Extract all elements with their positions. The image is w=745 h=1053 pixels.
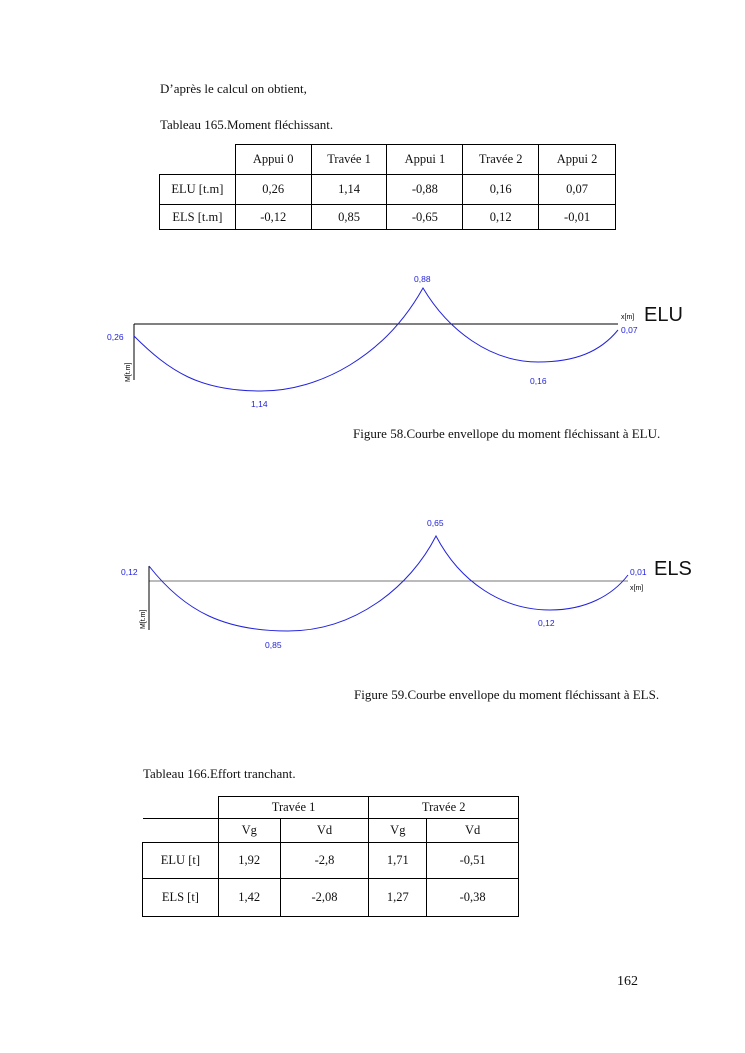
els-moment-diagram — [0, 512, 745, 662]
shear-table — [142, 796, 519, 917]
column-header: Travée 2 — [463, 145, 539, 175]
row-label: ELU [t.m] — [160, 175, 236, 205]
table-cell: -0,01 — [539, 205, 616, 230]
fig58-caption: Figure 58.Courbe envellope du moment fléchissant à ELU. — [353, 426, 661, 441]
table-row — [160, 205, 616, 230]
sub-header: Vd — [280, 819, 369, 843]
table-cell: -2,8 — [280, 843, 369, 879]
els-label-a2: 0,01 — [630, 567, 647, 577]
els-label-t1: 0,85 — [265, 640, 282, 650]
table-cell: -2,08 — [280, 879, 369, 917]
moment-table — [159, 144, 616, 230]
shear-table-group-row — [143, 797, 519, 819]
table-cell: 1,92 — [218, 843, 280, 879]
table166-caption: Tableau 166.Effort tranchant. — [143, 766, 296, 781]
table-cell: 0,12 — [463, 205, 539, 230]
page-number: 162 — [617, 974, 638, 989]
sub-header: Vg — [218, 819, 280, 843]
elu-x-axis-label: x[m] — [621, 314, 635, 321]
table-cell: -0,65 — [387, 205, 463, 230]
table-cell: 0,85 — [311, 205, 387, 230]
row-label: ELU [t] — [143, 843, 219, 879]
els-x-axis-label: x[m] — [630, 585, 644, 592]
table165-caption: Tableau 165.Moment fléchissant. — [160, 117, 334, 132]
column-header: Appui 0 — [235, 145, 311, 175]
column-header: Appui 1 — [387, 145, 463, 175]
els-label-t2: 0,12 — [538, 618, 555, 628]
elu-label-t2: 0,16 — [530, 376, 547, 386]
table-cell: -0,51 — [427, 843, 519, 879]
elu-label-a2: 0,07 — [621, 325, 638, 335]
row-label: ELS [t] — [143, 879, 219, 917]
group-header: Travée 2 — [369, 797, 519, 819]
els-y-axis-label: M[t.m] — [140, 609, 147, 629]
table-row — [160, 175, 616, 205]
intro-text: D’après le calcul on obtient, — [160, 81, 307, 96]
sub-header: Vd — [427, 819, 519, 843]
table-corner — [143, 797, 219, 819]
table-cell: -0,38 — [427, 879, 519, 917]
shear-table-sub-row — [143, 819, 519, 843]
elu-y-axis-label: M[t.m] — [125, 362, 132, 382]
row-label: ELS [t.m] — [160, 205, 236, 230]
table-cell: 1,27 — [369, 879, 427, 917]
table-corner — [160, 145, 236, 175]
elu-label-t1: 1,14 — [251, 399, 268, 409]
elu-side-label: ELU — [644, 304, 683, 326]
group-header: Travée 1 — [218, 797, 369, 819]
column-header: Appui 2 — [539, 145, 616, 175]
els-side-label: ELS — [654, 558, 692, 580]
column-header: Travée 1 — [311, 145, 387, 175]
table-cell: 0,16 — [463, 175, 539, 205]
els-label-a1: 0,65 — [427, 518, 444, 528]
sub-header: Vg — [369, 819, 427, 843]
table-cell: -0,88 — [387, 175, 463, 205]
elu-label-a1: 0,88 — [414, 274, 431, 284]
table-cell: 1,42 — [218, 879, 280, 917]
table-corner — [143, 819, 219, 843]
table-cell: 0,07 — [539, 175, 616, 205]
table-cell: 1,14 — [311, 175, 387, 205]
fig59-caption: Figure 59.Courbe envellope du moment fléchissant à ELS. — [354, 687, 660, 702]
els-envelope-curve — [149, 536, 628, 631]
table-row — [143, 879, 519, 917]
moment-table-header-row — [160, 145, 616, 175]
els-label-a0: 0,12 — [121, 567, 138, 577]
elu-moment-diagram — [0, 260, 745, 420]
table-cell: -0,12 — [235, 205, 311, 230]
table-cell: 0,26 — [235, 175, 311, 205]
elu-label-a0: 0,26 — [107, 332, 124, 342]
table-row — [143, 843, 519, 879]
table-cell: 1,71 — [369, 843, 427, 879]
